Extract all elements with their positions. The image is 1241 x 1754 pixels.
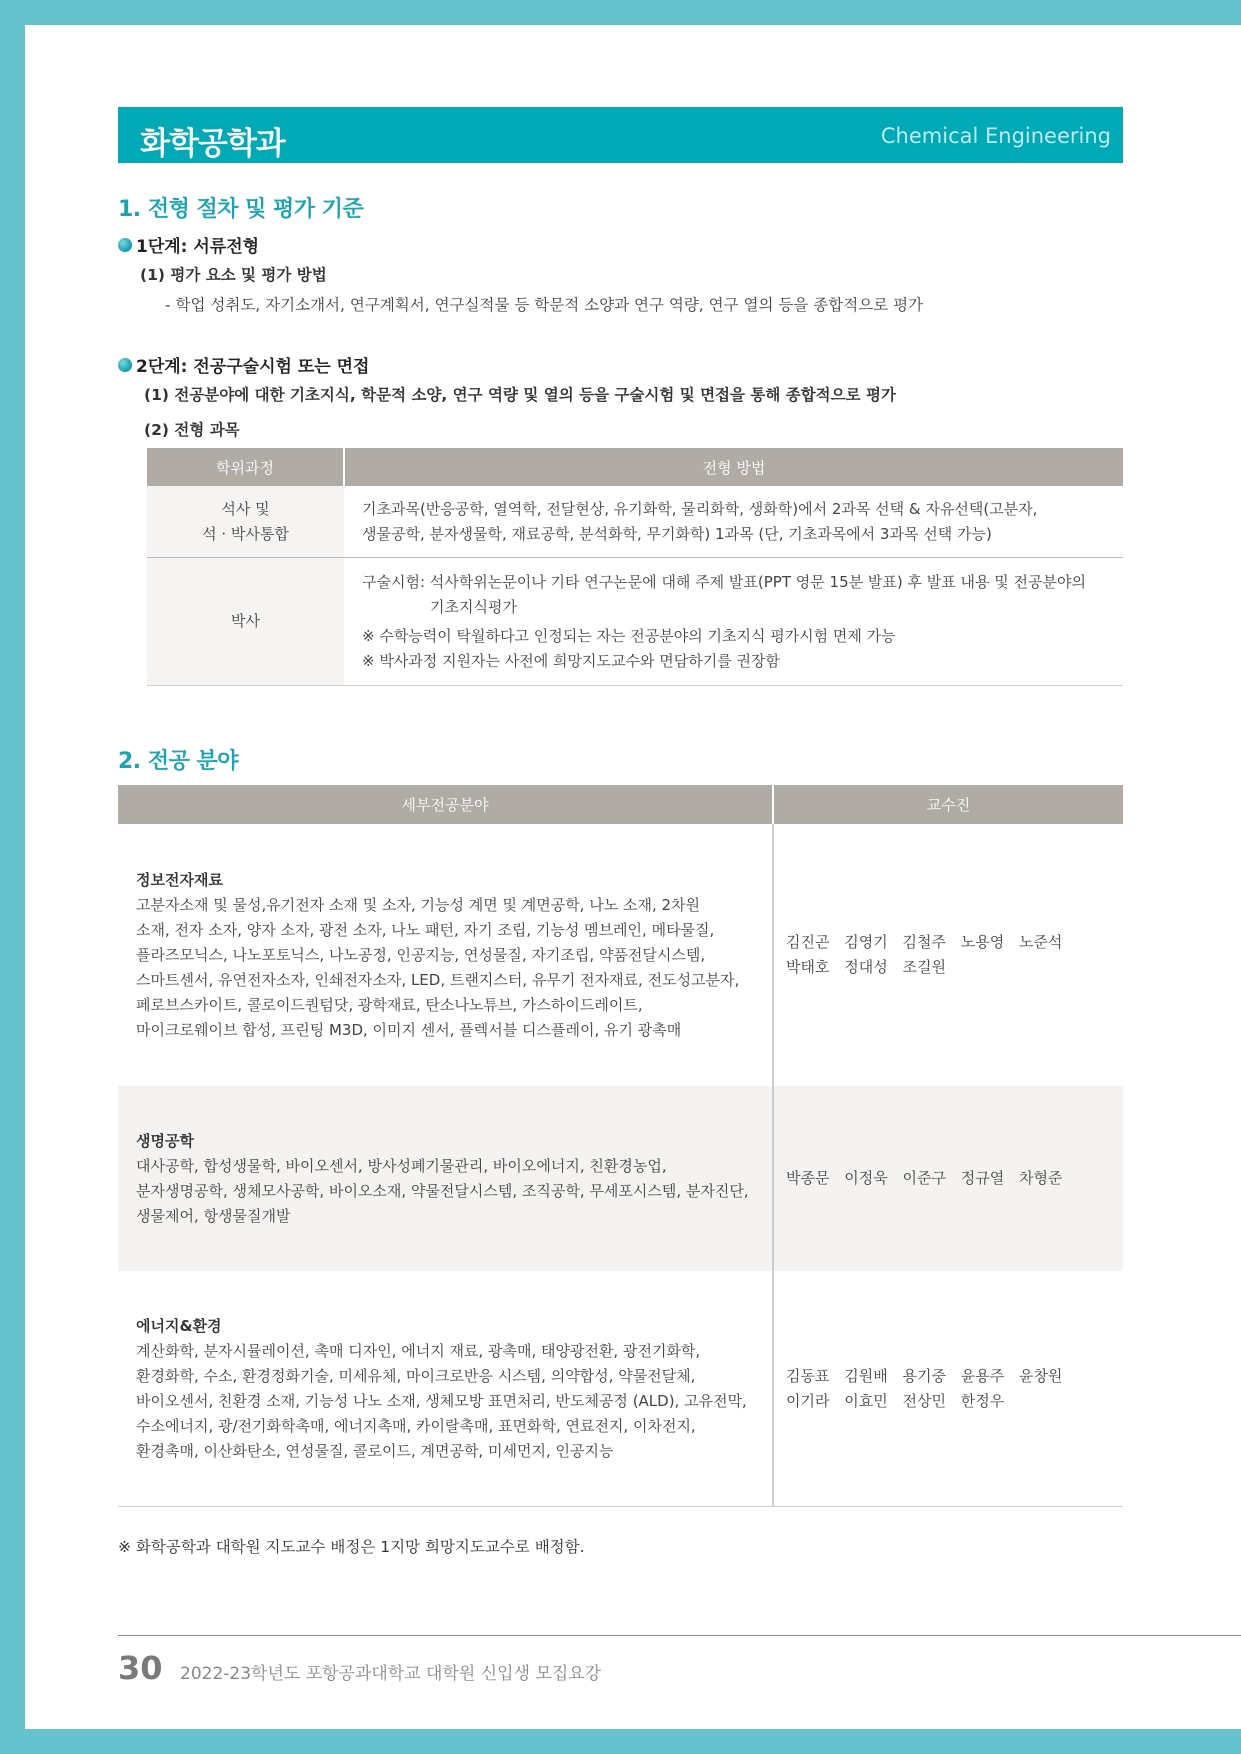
section2-heading: 2. 전공 분야 xyxy=(118,749,238,774)
stage2-subheading-1: (1) 전공분야에 대한 기초지식, 학문적 소양, 연구 역량 및 열의 등을 구술시험 및 면접을 통해 종합적으로 평가 xyxy=(144,386,896,404)
faculty-line: 박태호 정대성 조길원 xyxy=(786,958,946,976)
department-title-english: Chemical Engineering xyxy=(880,124,1111,148)
table-header-degree: 학위과정 xyxy=(147,448,344,486)
field-line: 플라즈모닉스, 나노포토닉스, 나노공정, 인공지능, 연성물질, 자기조립, 약품전달시스템, xyxy=(136,945,706,964)
bullet-dot-icon xyxy=(118,238,132,252)
document-page xyxy=(25,25,1241,1729)
method-cell xyxy=(344,558,1123,686)
major-fields-table xyxy=(118,785,1123,1507)
field-line: 분자생명공학, 생체모사공학, 바이오소재, 약물전달시스템, 조직공학, 무세포시스템, 분자진단, xyxy=(136,1181,749,1200)
faculty-cell xyxy=(773,1086,1123,1271)
field-line: 고분자소재 및 물성,유기전자 소재 및 소자, 기능성 계면 및 계면공학, 나노 소재, 2차원 xyxy=(136,895,701,914)
degree-cell xyxy=(147,486,344,558)
table-header-faculty: 교수진 xyxy=(773,785,1123,824)
stage1-subheading: (1) 평가 요소 및 평가 방법 xyxy=(140,266,327,284)
faculty-line: 김진곤 김영기 김철주 노용영 노준석 xyxy=(786,933,1063,951)
field-line: 마이크로웨이브 합성, 프린팅 M3D, 이미지 센서, 플렉서블 디스플레이, 유기 광촉매 xyxy=(136,1020,682,1039)
stage1-title xyxy=(118,232,259,257)
table-header-method: 전형 방법 xyxy=(344,448,1123,486)
stage2-subheading-2: (2) 전형 과목 xyxy=(144,421,240,439)
table-header-field: 세부전공분야 xyxy=(118,785,773,824)
field-line: 스마트센서, 유연전자소자, 인쇄전자소자, LED, 트랜지스터, 유무기 전자재료, 전도성고분자, xyxy=(136,970,740,989)
method-note: ※ 박사과정 지원자는 사전에 희망지도교수와 면담하기를 권장함 xyxy=(362,651,780,670)
method-note: ※ 수학능력이 탁월하다고 인정되는 자는 전공분야의 기초지식 평가시험 면제 가능 xyxy=(362,626,896,645)
degree-line: 박사 xyxy=(231,612,260,630)
table-row xyxy=(147,558,1123,686)
faculty-line: 박종문 이정욱 이준구 정규열 차형준 xyxy=(786,1169,1063,1187)
table-row xyxy=(118,824,1123,1086)
field-line: 환경화학, 수소, 환경정화기술, 미세유체, 마이크로반응 시스템, 의약합성, 약물전달체, xyxy=(136,1366,696,1385)
table-row xyxy=(118,1086,1123,1271)
department-title-bar xyxy=(118,107,1123,163)
footer-divider xyxy=(118,1635,1241,1636)
method-line: 기초지식평가 xyxy=(430,597,517,616)
degree-cell xyxy=(147,558,344,686)
degree-line: 석 · 박사통합 xyxy=(202,524,289,543)
method-line: 생물공학, 분자생물학, 재료공학, 분석화학, 무기화학) 1과목 (단, 기초과목에서 3과목 선택 가능) xyxy=(362,524,992,543)
method-line: 구술시험: 석사학위논문이나 기타 연구논문에 대해 주제 발표(PPT 영문 15분 발표) 후 발표 내용 및 전공분야의 xyxy=(362,572,1086,591)
advisor-footnote: ※ 화학공학과 대학원 지도교수 배정은 1지망 희망지도교수로 배정함. xyxy=(118,1538,585,1556)
department-title: 화학공학과 xyxy=(140,126,285,162)
field-line: 페로브스카이트, 콜로이드퀀텀닷, 광학재료, 탄소나노튜브, 가스하이드레이트, xyxy=(136,995,643,1014)
table-row xyxy=(118,1271,1123,1507)
stage2-title-text: 2단계: 전공구술시험 또는 면접 xyxy=(136,357,370,377)
stage2-title xyxy=(118,352,369,377)
field-name: 에너지&환경 xyxy=(136,1316,222,1335)
field-cell xyxy=(118,1271,773,1507)
field-line: 수소에너지, 광/전기화학촉매, 에너지촉매, 카이랄촉매, 표면화학, 연료전지, 이차전지, xyxy=(136,1416,696,1435)
faculty-line: 김동표 김원배 용기중 윤용주 윤창원 xyxy=(786,1366,1063,1385)
page-number: 30 xyxy=(118,1649,163,1687)
field-line: 생물제어, 항생물질개발 xyxy=(136,1206,291,1225)
field-line: 대사공학, 합성생물학, 바이오센서, 방사성폐기물관리, 바이오에너지, 친환경농업, xyxy=(136,1156,667,1175)
footer-text: 2022-23학년도 포항공과대학교 대학원 신입생 모집요강 xyxy=(180,1664,602,1684)
table-row xyxy=(147,486,1123,558)
field-cell xyxy=(118,824,773,1086)
faculty-line: 이기라 이효민 전상민 한정우 xyxy=(786,1391,1005,1410)
field-name: 생명공학 xyxy=(136,1131,194,1150)
admission-method-table xyxy=(147,448,1123,686)
method-cell xyxy=(344,486,1123,558)
section1-heading: 1. 전형 절차 및 평가 기준 xyxy=(118,197,364,222)
bullet-dot-icon xyxy=(118,358,132,372)
faculty-cell xyxy=(773,1271,1123,1507)
field-cell xyxy=(118,1086,773,1271)
degree-line: 석사 및 xyxy=(221,499,270,518)
field-name: 정보전자재료 xyxy=(136,870,223,889)
field-line: 계산화학, 분자시뮬레이션, 촉매 디자인, 에너지 재료, 광촉매, 태양광전환, 광전기화학, xyxy=(136,1341,701,1360)
stage1-title-text: 1단계: 서류전형 xyxy=(136,237,260,257)
method-line: 기초과목(반응공학, 열역학, 전달현상, 유기화학, 물리화학, 생화학)에서 2과목 선택 & 자유선택(고분자, xyxy=(362,499,1038,518)
field-line: 소재, 전자 소자, 양자 소자, 광전 소자, 나노 패턴, 자기 조립, 기능성 멤브레인, 메타물질, xyxy=(136,920,715,939)
stage1-description: - 학업 성취도, 자기소개서, 연구계획서, 연구실적물 등 학문적 소양과 연구 역량, 연구 열의 등을 종합적으로 평가 xyxy=(165,296,924,314)
field-line: 환경촉매, 이산화탄소, 연성물질, 콜로이드, 계면공학, 미세먼지, 인공지능 xyxy=(136,1441,614,1460)
field-line: 바이오센서, 친환경 소재, 기능성 나노 소재, 생체모방 표면처리, 반도체공정 (ALD), 고유전막, xyxy=(136,1391,747,1410)
faculty-cell xyxy=(773,824,1123,1086)
